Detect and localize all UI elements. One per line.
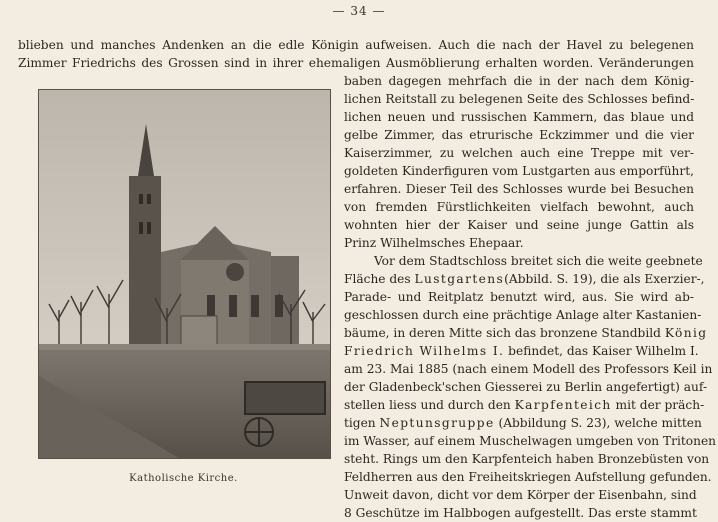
text-segment: stellen liess und durch den [344,398,515,412]
emphasis-koenig: König [664,326,708,340]
text-segment: befindet, das Kaiser Wilhelm I. [504,344,699,358]
text-segment: (Abbild. S. 19), die als Exerzier-, [504,272,705,286]
text-line: goldeten Kinderfiguren vom Lustgarten aus emporführt, [344,164,694,178]
text-line [344,396,705,414]
page-number: — 34 — [332,4,386,18]
text-line: Prinz Wilhelmsches Ehepaar. [344,236,524,250]
text-segment: mit der präch- [611,398,705,412]
text-line: erfahren. Dieser Teil des Schlosses wurde bei Besuchen [344,182,694,196]
text-segment: bäume, in deren Mitte sich das bronzene Standbild [344,326,665,340]
text-line: Vor dem Stadtschloss breitet sich die weite geebnete [374,254,703,268]
text-line: Kaiserzimmer, zu welchen auch eine Treppe mit ver- [344,146,694,160]
text-line: steht. Rings um den Karpfenteich haben Bronzebüsten von [344,452,710,466]
text-line [344,324,708,342]
text-line: der Gladenbeck'schen Giesserei zu Berlin angefertigt) auf- [344,380,708,394]
paragraph-top [18,36,694,72]
text-line: lichen Reitstall zu belegenen Seite des Schlosses befind- [344,92,695,106]
text-line: lichen neuen und russischen Kammern, das blaue und [344,110,694,124]
church-photograph [38,89,331,459]
text-line: wohnten hier der Kaiser und seine junge Gattin als [344,218,694,232]
text-line: blieben und manches Andenken an die edle Königin aufweisen. Auch die nach der Havel zu belegenen [18,38,694,52]
text-line: 8 Geschütze im Halbbogen aufgestellt. Das erste stammt [344,506,697,520]
emphasis-lustgarten: Lustgartens [414,272,505,286]
text-line: Unweit davon, dicht vor dem Körper der Eisenbahn, sind [344,488,697,502]
text-line: Feldherren aus den Freiheitskriegen Aufstellung gefunden. [344,470,712,484]
text-segment: tigen [344,416,380,430]
figure-caption: Katholische Kirche. [129,473,238,484]
text-line: baben dagegen mehrfach die in der nach dem König- [344,74,694,88]
emphasis-friedrich-wilhelm: Friedrich Wilhelms I. [344,344,505,358]
emphasis-karpfenteich: Karpfenteich [514,398,612,412]
text-line: Parade- und Reitplatz benutzt wird, aus. Sie wird ab- [344,290,694,304]
text-line: geschlossen durch eine prächtige Anlage alter Kastanien- [344,308,702,322]
text-line: von fremden Fürstlichkeiten vielfach bewohnt, auch [344,200,694,214]
text-line [344,342,699,360]
text-line: am 23. Mai 1885 (nach einem Modell des Professors Keil in [344,362,713,376]
text-line: im Wasser, auf einem Muschelwagen umgeben von Tritonen [344,434,717,448]
text-line: Zimmer Friedrichs des Grossen sind in ihrer ehemaligen Ausmöblierung erhalten worden. Veränderungen [18,56,694,70]
text-line: gelbe Zimmer, das etrurische Eckzimmer und die vier [344,128,694,142]
paragraph-right [344,72,717,522]
text-segment: Fläche des [344,272,415,286]
text-line [344,414,702,432]
text-line [344,270,705,288]
text-segment: (Abbildung S. 23), welche mitten [494,416,702,430]
emphasis-neptunsgruppe: Neptunsgruppe [379,416,495,430]
